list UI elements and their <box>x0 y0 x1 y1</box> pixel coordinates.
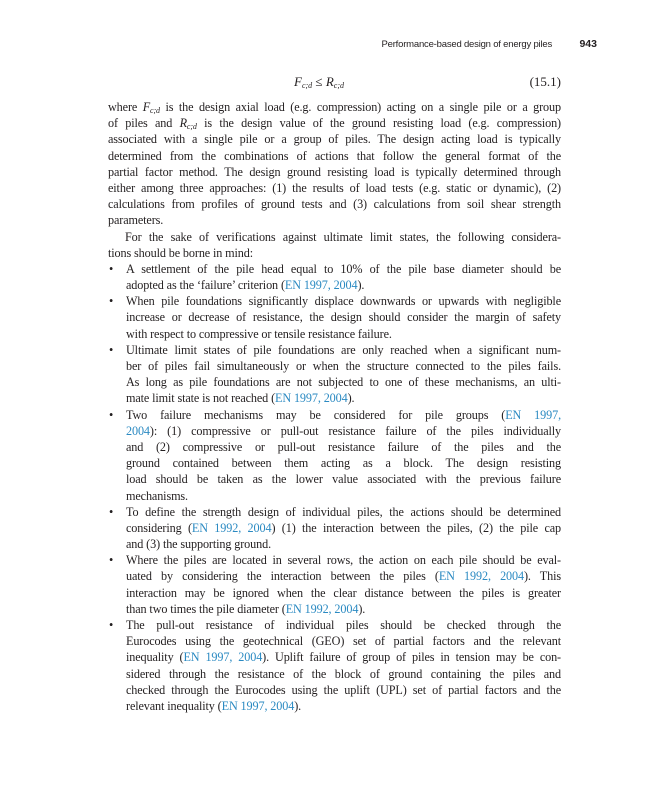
eq-lhs-sub: c;d <box>301 81 313 90</box>
text-line <box>108 180 561 196</box>
text-span: and (2) compressive or pull-out resistance failure of the piles and the <box>126 439 561 454</box>
text-span: either among three approaches: (1) the results of load tests (e.g. static or dynamic), (2) <box>108 180 561 195</box>
text-line <box>126 520 561 536</box>
text-line <box>108 245 561 261</box>
citation-link[interactable]: EN 1997, 2004 <box>275 391 348 406</box>
text-line <box>126 390 561 406</box>
text-span: adopted as the ‘failure’ criterion ( <box>126 278 285 293</box>
text-span: ) (1) the interaction between the piles, (2) the pile cap <box>271 520 561 535</box>
text-span: sidered through the resistance of the block of ground containing the piles and <box>126 666 561 681</box>
text-line <box>126 342 561 358</box>
variable-subscript: c;d <box>150 106 160 115</box>
eq-rhs: R <box>325 74 334 89</box>
text-span: Eurocodes using the geotechnical (GEO) set of partial factors and the relevant <box>126 634 561 649</box>
text-line <box>126 423 561 439</box>
text-line <box>126 439 561 455</box>
bullet-item <box>108 293 561 342</box>
paragraph <box>108 99 561 229</box>
text-line <box>126 358 561 374</box>
text-span: ). <box>294 698 302 713</box>
text-span: A settlement of the pile head equal to 10% of the pile base diameter should be <box>126 261 561 276</box>
eq-operator: ≤ <box>312 74 326 89</box>
text-span: Two failure mechanisms may be considered for pile groups ( <box>126 407 506 422</box>
text-span: parameters. <box>108 213 164 228</box>
text-span: ). This <box>523 569 561 584</box>
citation-link[interactable]: EN 1997, <box>505 407 561 422</box>
text-span: uated by considering the interaction between the piles ( <box>126 569 439 584</box>
text-span: ). Uplift failure of group of piles in tension may be con- <box>262 650 561 665</box>
equation-15-1 <box>108 74 561 92</box>
text-line <box>126 504 561 520</box>
bullet-item <box>108 617 561 714</box>
text-span: load should be taken as the lower value associated with the previous failure <box>126 472 561 487</box>
text-span: ). <box>357 278 365 293</box>
text-span: For the sake of verifications against ultimate limit states, the following considera- <box>125 229 561 244</box>
text-span: is the design value of the ground resisting load (e.g. compression) <box>196 116 561 131</box>
bullet-item <box>108 407 561 504</box>
text-span: checked through the Eurocodes using the uplift (UPL) set of partial factors and the <box>126 682 561 697</box>
bullet-icon: • <box>109 504 114 519</box>
text-span: determined from the combinations of actions that follow the general format of the <box>108 148 561 163</box>
text-line <box>126 471 561 487</box>
text-span: where <box>108 100 143 114</box>
equation-number: (15.1) <box>529 74 561 89</box>
citation-link[interactable]: 2004 <box>126 423 150 438</box>
citation-link[interactable]: EN 1992, 2004 <box>191 520 272 535</box>
text-span: and (3) the supporting ground. <box>126 537 271 552</box>
text-line <box>126 407 561 423</box>
citation-link[interactable]: EN 1992, 2004 <box>438 569 524 584</box>
text-span: mechanisms. <box>126 488 188 503</box>
text-span: than two times the pile diameter ( <box>126 601 286 616</box>
variable-symbol: R <box>179 116 187 131</box>
text-span: ). <box>358 601 366 616</box>
variable-symbol: F <box>142 100 151 114</box>
text-span: inequality ( <box>126 650 184 665</box>
text-span: Where the piles are located in several rows, the action on each pile should be eval- <box>126 553 561 568</box>
text-span: relevant inequality ( <box>126 698 222 713</box>
paragraph <box>108 229 561 261</box>
bullet-icon: • <box>109 407 114 422</box>
text-line <box>126 666 561 682</box>
text-line <box>126 277 561 293</box>
text-line <box>108 164 561 180</box>
text-line <box>108 212 561 228</box>
bullet-item <box>108 504 561 553</box>
text-line <box>126 326 561 342</box>
citation-link[interactable]: EN 1992, 2004 <box>285 601 359 616</box>
text-line <box>126 293 561 309</box>
text-line <box>126 552 561 568</box>
eq-lhs: F <box>294 74 302 89</box>
text-span: When pile foundations significantly displace downwards or upwards with negligible <box>126 294 561 309</box>
text-line <box>126 309 561 325</box>
text-line <box>108 148 561 164</box>
text-line <box>126 536 561 552</box>
text-span: interaction may be ignored when the clear distance between the piles is greater <box>126 585 561 600</box>
text-line <box>126 617 561 633</box>
text-line <box>108 131 561 147</box>
page-number: 943 <box>579 38 597 50</box>
bullet-item <box>108 552 561 617</box>
text-span: ): (1) compressive or pull-out resistance failure of the piles individually <box>149 423 561 438</box>
citation-link[interactable]: EN 1997, 2004 <box>284 278 358 293</box>
text-line <box>126 601 561 617</box>
text-span: The pull-out resistance of individual piles should be checked through the <box>126 618 561 632</box>
text-line <box>126 682 561 698</box>
text-span: associated with a single pile or a group of piles. The design acting load is typically <box>108 132 561 147</box>
bullet-icon: • <box>109 261 114 276</box>
equation-body <box>294 74 344 90</box>
text-span: tions should be borne in mind: <box>108 245 254 260</box>
text-line <box>126 455 561 471</box>
math-variable <box>180 116 197 130</box>
citation-link[interactable]: EN 1997, 2004 <box>183 650 263 665</box>
bullet-icon: • <box>109 553 114 568</box>
variable-subscript: c;d <box>186 122 197 132</box>
text-line <box>126 633 561 649</box>
bullet-item <box>108 342 561 407</box>
text-span: ber of piles fail simultaneously or when the structure connected to the piles fails. <box>126 359 561 373</box>
text-span: partial factor method. The design ground resisting load is typically determined through <box>108 164 561 179</box>
bullet-icon: • <box>109 342 114 357</box>
text-line <box>108 99 561 115</box>
running-title: Performance-based design of energy piles <box>381 39 552 50</box>
text-line <box>108 229 561 245</box>
citation-link[interactable]: EN 1997, 2004 <box>221 698 295 713</box>
body-text <box>108 99 561 714</box>
text-span: is the design axial load (e.g. compression) acting on a single pile or a group <box>159 100 561 114</box>
text-line <box>126 585 561 601</box>
text-line <box>126 568 561 584</box>
text-span: As long as pile foundations are not subjected to one of these mechanisms, an ulti- <box>126 375 561 390</box>
text-span: of piles and <box>108 116 180 131</box>
text-line <box>126 698 561 714</box>
bullet-item <box>108 261 561 293</box>
text-span: Ultimate limit states of pile foundations are only reached when a significant num- <box>126 342 561 357</box>
bullet-icon: • <box>109 294 114 309</box>
text-span: increase or decrease of resistance, the design should consider the margin of safety <box>126 310 561 325</box>
text-span: To define the strength design of individual piles, the actions should be determined <box>126 504 561 519</box>
text-span: ground contained between them acting as a block. The design resisting <box>126 456 561 471</box>
text-span: with respect to compressive or tensile resistance failure. <box>126 326 392 341</box>
text-span: calculations from profiles of ground tests and (3) calculations from soil shear strength <box>108 197 561 212</box>
text-line <box>126 261 561 277</box>
text-span: ). <box>347 391 355 406</box>
text-span: mate limit state is not reached ( <box>126 391 276 406</box>
text-line <box>108 115 561 131</box>
text-line <box>126 488 561 504</box>
math-variable <box>143 100 160 114</box>
text-line <box>126 374 561 390</box>
eq-rhs-sub: c;d <box>333 81 344 90</box>
text-line <box>126 649 561 665</box>
text-line <box>108 196 561 212</box>
bullet-icon: • <box>109 618 114 632</box>
text-span: considering ( <box>126 520 192 535</box>
